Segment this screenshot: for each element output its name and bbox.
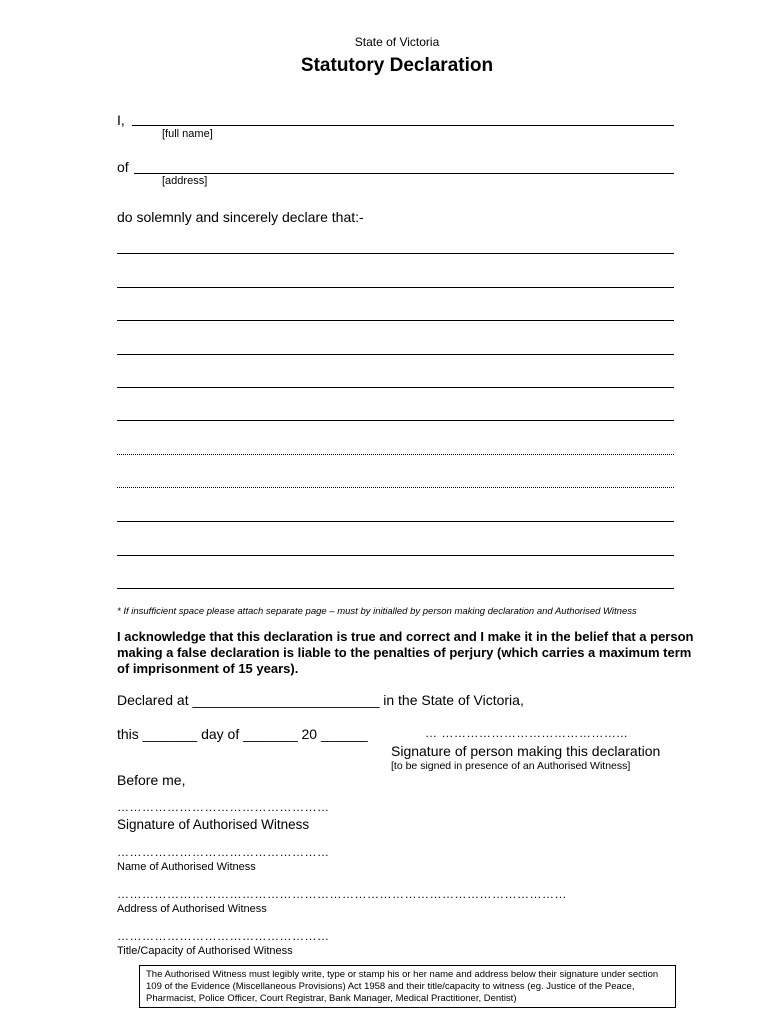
declaration-line[interactable]	[117, 588, 674, 589]
witness-address-label: Address of Authorised Witness	[117, 903, 267, 915]
declaration-line[interactable]	[117, 253, 674, 254]
insufficient-space-note: * If insufficient space please attach separate page – must by initialled by person making declaration and Authorised Witness	[117, 606, 637, 617]
declaration-line[interactable]	[117, 454, 674, 455]
declaration-line[interactable]	[117, 320, 674, 321]
declaration-line[interactable]	[117, 487, 674, 488]
declarant-signature-dots[interactable]: … ……………………………………...	[425, 726, 628, 740]
declaration-line[interactable]	[117, 420, 674, 421]
witness-signature-label: Signature of Authorised Witness	[117, 817, 310, 832]
i-label: I,	[117, 112, 125, 128]
witness-address-dots[interactable]: ………………………………………………………………………………………………	[117, 887, 567, 901]
full-name-hint: [full name]	[162, 128, 213, 140]
declared-at-line[interactable]: Declared at ________________________ in the State of Victoria,	[117, 692, 524, 708]
authorised-witness-info-box: The Authorised Witness must legibly write, type or stamp his or her name and address below their signature under section 109 of the Evidence (Miscellaneous Provisions) Act 1958 and their title/capacity to witness (eg. Justice of the Peace, Pharmacist, Police Officer, Court Registrar, Bank Manager, Medical Practitioner, Dentist)	[139, 965, 676, 1008]
address-hint: [address]	[162, 175, 208, 187]
witness-name-dots[interactable]: ……………………………………………	[117, 845, 330, 859]
witness-title-label: Title/Capacity of Authorised Witness	[117, 945, 293, 957]
declare-text: do solemnly and sincerely declare that:-	[117, 209, 364, 225]
declarant-signature-note: [to be signed in presence of an Authorised Witness]	[391, 760, 631, 772]
address-line[interactable]	[134, 173, 674, 174]
declaration-line[interactable]	[117, 287, 674, 288]
witness-title-dots[interactable]: ……………………………………………	[117, 929, 330, 943]
full-name-line[interactable]	[132, 125, 674, 126]
declaration-line[interactable]	[117, 555, 674, 556]
before-me-label: Before me,	[117, 772, 186, 788]
state-heading: State of Victoria	[354, 35, 440, 49]
declarant-signature-label: Signature of person making this declaration	[391, 743, 661, 759]
document-title: Statutory Declaration	[300, 55, 494, 76]
date-line[interactable]: this _______ day of _______ 20 ______	[117, 726, 368, 742]
declaration-line[interactable]	[117, 521, 674, 522]
witness-signature-dots[interactable]: ……………………………………………	[117, 800, 330, 814]
declaration-line[interactable]	[117, 354, 674, 355]
of-label: of	[117, 159, 129, 175]
acknowledgement-text: I acknowledge that this declaration is true and correct and I make it in the belief that a person making a false declaration is liable to the penalties of perjury (which carries a maximum term of imprisonment of 15 years).	[117, 629, 694, 676]
witness-name-label: Name of Authorised Witness	[117, 861, 256, 873]
declaration-line[interactable]	[117, 387, 674, 388]
